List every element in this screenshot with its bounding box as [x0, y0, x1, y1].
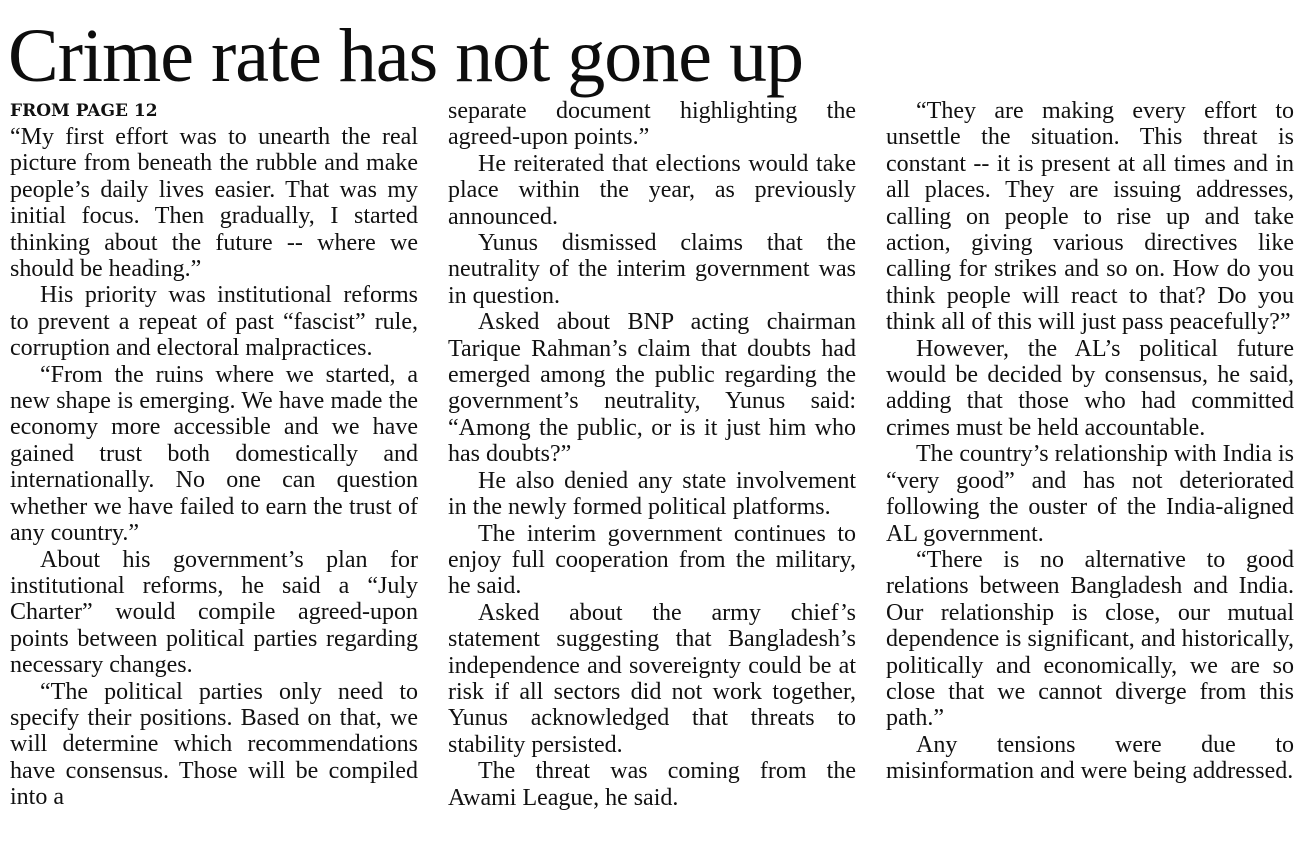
paragraph: “My first effort was to unearth the real picture from beneath the rubble and make people’s daily lives easier. That was my initial focus. Then gradually, I started thinking about the future -- where we should be heading.” — [10, 124, 418, 283]
paragraph: separate document highlighting the agreed-upon points.” — [448, 98, 856, 151]
paragraph: Asked about the army chief’s statement suggesting that Bangladesh’s independence and sovereignty could be at risk if all sectors did not work together, Yunus acknowledged that threats to stability persisted. — [448, 599, 856, 758]
paragraph: However, the AL’s political future would be decided by consensus, he said, adding that those who had committed crimes must be held accountable. — [886, 335, 1294, 441]
headline: Crime rate has not gone up — [8, 14, 804, 98]
paragraph: Any tensions were due to misinformation and were being addressed. — [886, 731, 1294, 785]
paragraph: The threat was coming from the Awami League, he said. — [448, 758, 856, 811]
paragraph: Asked about BNP acting chairman Tarique Rahman’s claim that doubts had emerged among the public regarding the government’s neutrality, Yunus said: “Among the public, or is it just him who has doubts?” — [448, 309, 856, 468]
article-column-1 — [10, 98, 418, 811]
paragraph: About his government’s plan for institutional reforms, he said a “July Charter” would compile agreed-upon points between political parties regarding necessary changes. — [10, 546, 418, 679]
paragraph: The interim government continues to enjoy full cooperation from the military, he said. — [448, 520, 856, 600]
paragraph: “The political parties only need to specify their positions. Based on that, we will determine which recommendations have consensus. Those will be compiled into a — [10, 678, 418, 811]
paragraph: His priority was institutional reforms to prevent a repeat of past “fascist” rule, corruption and electoral malpractices. — [10, 282, 418, 362]
paragraph: The country’s relationship with India is “very good” and has not deteriorated following the ouster of the India-aligned AL government. — [886, 441, 1294, 547]
paragraph: He also denied any state involvement in the newly formed political platforms. — [448, 467, 856, 521]
paragraph: He reiterated that elections would take place within the year, as previously announced. — [448, 150, 856, 230]
paragraph: “From the ruins where we started, a new shape is emerging. We have made the economy more accessible and we have gained trust both domestically and internationally. No one can question whether we have failed to earn the trust of any country.” — [10, 361, 418, 547]
article-column-3 — [886, 98, 1294, 785]
paragraph: “They are making every effort to unsettle the situation. This threat is constant -- it is present at all times and in all places. They are issuing addresses, calling on people to rise up and take action, giving various directives like calling for strikes and so on. How do you think people will react to that? Do you think all of this will just pass peacefully?” — [886, 98, 1294, 336]
continuation-kicker: FROM PAGE 12 — [10, 101, 158, 121]
article-column-2 — [448, 98, 856, 811]
paragraph: Yunus dismissed claims that the neutrality of the interim government was in question. — [448, 230, 856, 309]
paragraph: “There is no alternative to good relations between Bangladesh and India. Our relationship is close, our mutual dependence is significant, and historically, politically and economically, we are so close that we cannot diverge from this path.” — [886, 546, 1294, 732]
